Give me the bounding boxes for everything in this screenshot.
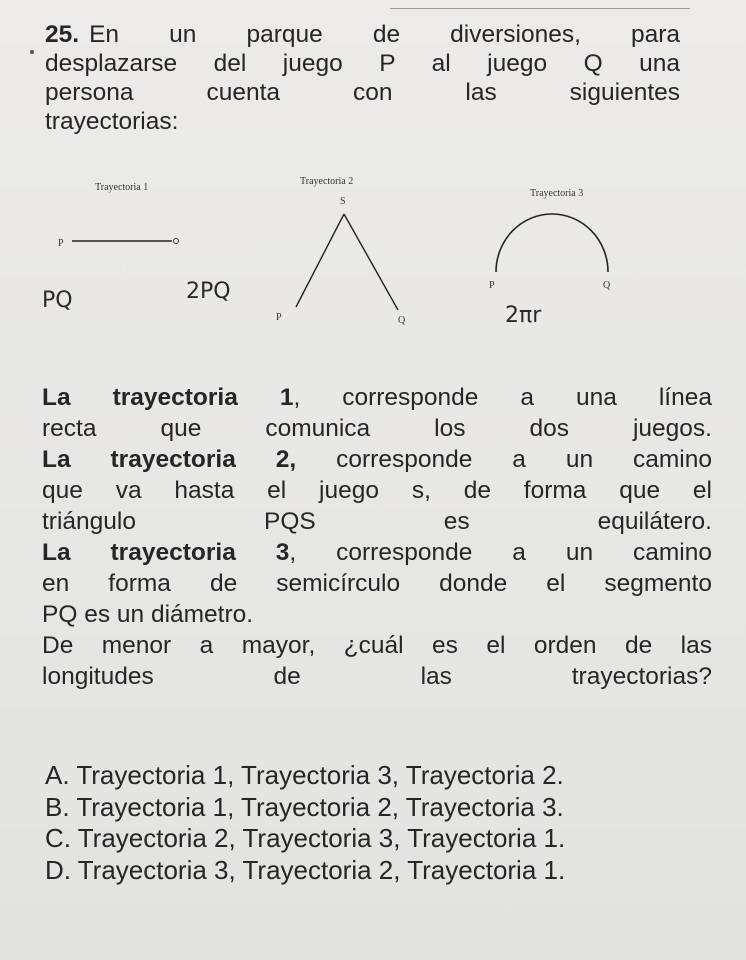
t3-semicircle <box>496 214 608 272</box>
t1-title: Trayectoria 1 <box>95 182 149 193</box>
body-line-6: La trayectoria 3, corresponde a un camino <box>42 539 712 566</box>
body-line-3: La trayectoria 2, corresponde a un camino <box>42 446 712 473</box>
option-d[interactable]: D. Trayectoria 3, Trayectoria 2, Trayectoria 1. <box>45 854 566 885</box>
question-intro <box>45 20 680 136</box>
t2-title: Trayectoria 2 <box>300 176 354 187</box>
body-line-5: triángulo PQS es equilátero. <box>42 508 712 535</box>
t2-side-ps <box>296 214 344 307</box>
figures-svg <box>0 160 746 360</box>
t3-label-p: P <box>489 280 495 291</box>
t3-label-q: Q <box>603 280 611 291</box>
margin-dot <box>30 50 34 54</box>
trajectory-figures <box>0 160 746 360</box>
t1-handwritten-pq: PQ <box>42 288 73 313</box>
body-line-4: que va hasta el juego s, de forma que el <box>42 477 712 504</box>
intro-line-2: desplazarse del juego P al juego Q una <box>45 50 680 77</box>
intro-line-1: 25. En un parque de diversiones, para <box>45 21 680 48</box>
t2-label-p: P <box>276 312 282 323</box>
t1-label-p: P <box>58 238 64 249</box>
intro-line-3: persona cuenta con las siguientes <box>45 79 680 106</box>
answer-options <box>45 760 735 886</box>
body-line-7: en forma de semicírculo donde el segmento <box>42 570 712 597</box>
question-body <box>42 382 712 692</box>
intro-line-4: trayectorias: <box>45 108 179 135</box>
t1-point-q <box>174 239 179 244</box>
top-rule <box>390 8 690 9</box>
t3-title: Trayectoria 3 <box>530 188 584 199</box>
t2-label-q: Q <box>398 315 406 326</box>
option-a[interactable]: A. Trayectoria 1, Trayectoria 3, Trayectoria 2. <box>45 760 564 790</box>
question-number: 25. <box>45 21 80 48</box>
t2-side-sq <box>344 214 398 310</box>
body-line-2: recta que comunica los dos juegos. <box>42 415 712 442</box>
body-line-1: La trayectoria 1, corresponde a una línea <box>42 384 712 411</box>
t1-handwritten-2pq: 2PQ <box>186 279 231 304</box>
body-line-10: longitudes de las trayectorias? <box>42 663 712 690</box>
t3-handwritten-2pir: 2πr <box>505 303 542 328</box>
option-c[interactable]: C. Trayectoria 2, Trayectoria 3, Trayectoria 1. <box>45 823 566 853</box>
t2-label-s: S <box>340 196 346 207</box>
body-line-8: PQ es un diámetro. <box>42 601 254 628</box>
option-b[interactable]: B. Trayectoria 1, Trayectoria 2, Trayectoria 3. <box>45 791 564 822</box>
body-line-9: De menor a mayor, ¿cuál es el orden de las <box>42 632 712 659</box>
